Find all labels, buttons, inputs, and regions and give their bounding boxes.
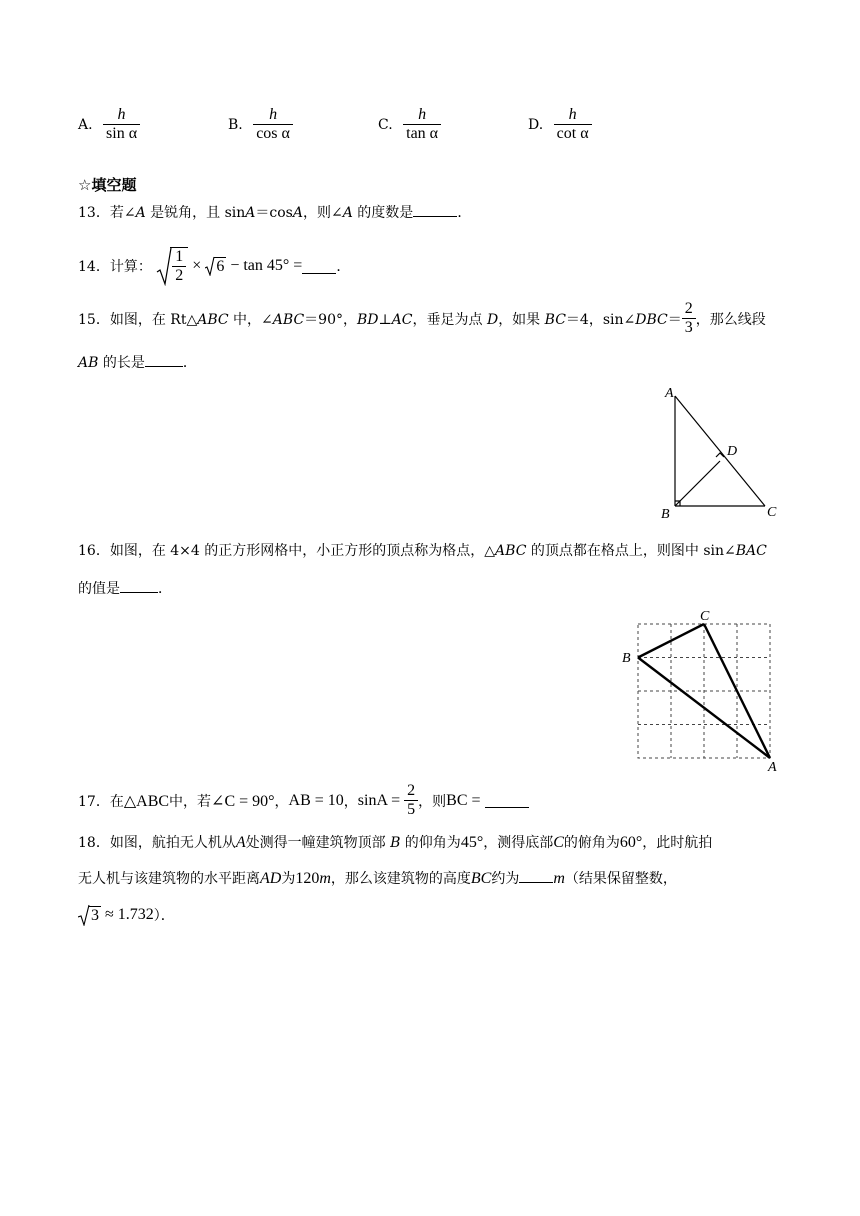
- option-b: B. $\frac{h}{\text{cos α}}$: [228, 106, 293, 144]
- option-c: C. $\frac{h}{\text{tan α}}$: [378, 106, 441, 144]
- label-b: B: [661, 507, 670, 522]
- answer-blank[interactable]: [519, 868, 553, 883]
- label-d: D: [727, 444, 738, 459]
- answer-blank[interactable]: [302, 259, 336, 274]
- section-title: ☆填空题: [78, 176, 137, 194]
- question-18: 18．如图，航拍无人机从A处测得一幢建筑物顶部 B 的仰角为45°，测得底部C的俯角为60°，此时航拍: [78, 834, 713, 851]
- answer-blank[interactable]: [485, 793, 529, 808]
- figure-15: [655, 380, 785, 522]
- question-16: 16．如图，在 4×4 的正方形网格中，小正方形的顶点称为格点，△ABC 的顶点都在格点上，则图中 sin∠BAC: [78, 543, 767, 559]
- grid-4x4: [638, 624, 770, 758]
- question-18-cont2: 3 ≈ 1.732）．: [78, 904, 175, 926]
- question-14: 14．计算： $\frac{1}{2}$ × 6 − tan 45° =．: [78, 247, 351, 284]
- question-16-cont: 的值是 ．: [78, 578, 172, 598]
- answer-blank[interactable]: [145, 352, 183, 367]
- label-c: C: [700, 609, 710, 624]
- segment-bd: [675, 461, 720, 506]
- question-17: 17．在△ABC中，若∠C = 90°，AB = 10，sinA = $\frac{2}{5}$ ，则BC =: [78, 782, 529, 820]
- figure-16: [618, 606, 788, 776]
- question-15-cont: AB 的长是 ．: [78, 352, 197, 372]
- segment-ac: [675, 396, 765, 506]
- question-15: 15．如图，在 Rt△ABC 中，∠ABC＝90°，BD⊥AC，垂足为点 D，如果 BC＝4，sin∠DBC＝ $\frac{2}{3}$ ，那么线段: [78, 300, 766, 337]
- option-d: D. $\frac{h}{\text{cot α}}$: [528, 106, 592, 144]
- label-b: B: [622, 651, 631, 666]
- question-13: 13．若∠A 是锐角，且 sinA＝cosA，则∠A 的度数是 ．: [78, 202, 471, 222]
- option-a: A. $\frac{h}{\text{sin α}}$: [78, 106, 140, 144]
- label-a: A: [768, 760, 777, 775]
- question-18-cont: 无人机与该建筑物的水平距离AD为120m，那么该建筑物的高度BC约为 m（结果保留整数，: [78, 870, 677, 887]
- label-c: C: [767, 505, 777, 520]
- answer-blank[interactable]: [413, 202, 457, 217]
- answer-blank[interactable]: [120, 578, 158, 593]
- label-a: A: [665, 386, 674, 401]
